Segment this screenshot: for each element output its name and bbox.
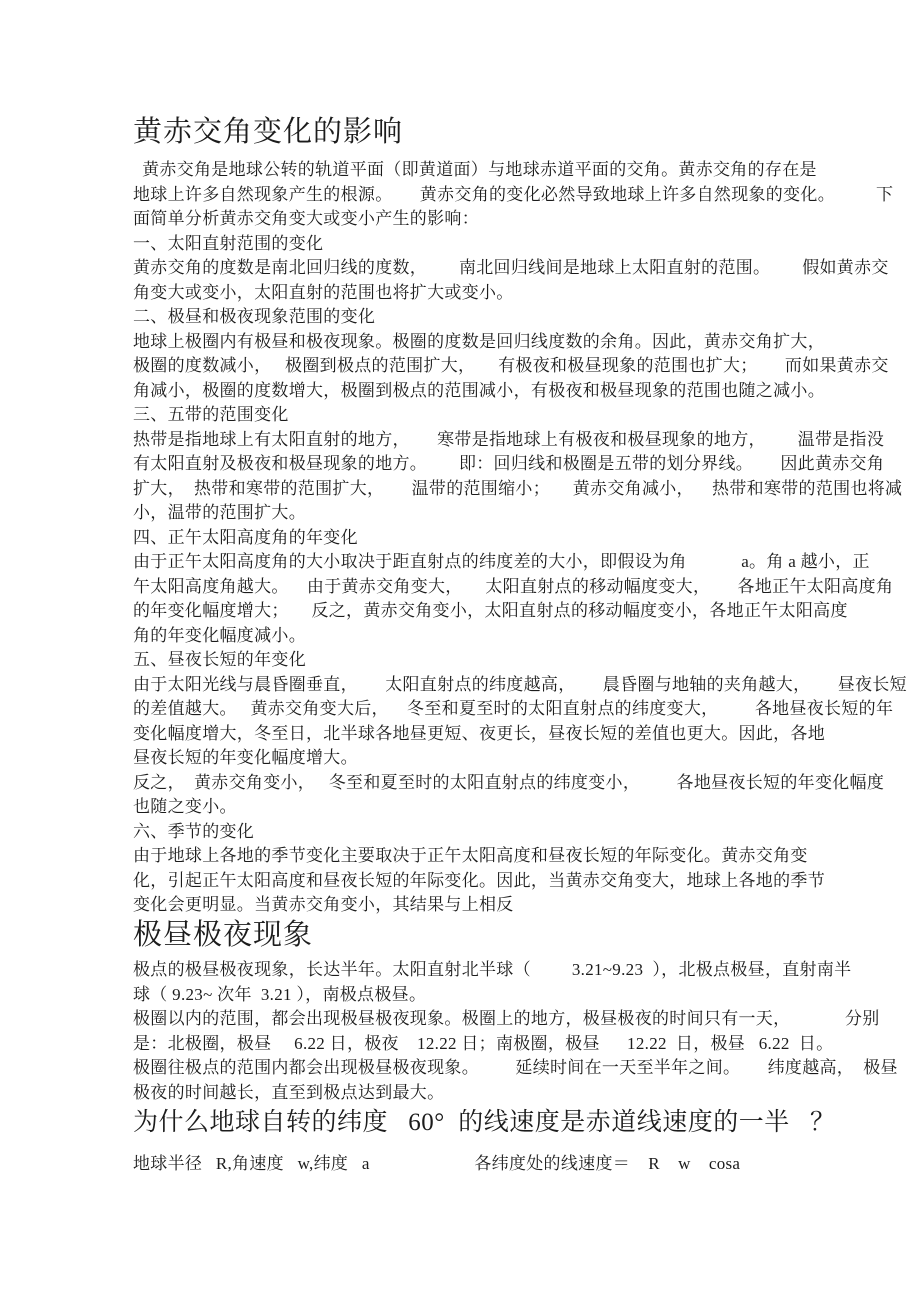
text-line: 午太阳高度角越大。 由于黄赤交角变大， 太阳直射点的移动幅度变大， 各地正午太阳高度角 — [133, 576, 894, 596]
text-line: 三、五带的范围变化 — [133, 405, 289, 424]
section2-heading: 极昼极夜现象 — [133, 919, 314, 951]
text-line: 一、太阳直射范围的变化 — [133, 233, 324, 253]
text-line: 地球上许多自然现象产生的根源。 黄赤交角的变化必然导致地球上许多自然现象的变化。 下 — [133, 184, 894, 204]
text-line: 有太阳直射及极夜和极昼现象的地方。 即：回归线和极圈是五带的划分界线。 因此黄赤交角 — [133, 454, 885, 473]
section3-heading: 为什么地球自转的纬度 60° 的线速度是赤道线速度的一半 ？ — [133, 1109, 836, 1136]
text-line: 极点的极昼极夜现象，长达半年。太阳直射北半球（ 3.21~9.23 ），北极点极昼，直射南半 — [133, 960, 852, 979]
text-line: 变化幅度增大，冬至日，北半球各地昼更短、夜更长，昼夜长短的差值也更大。因此，各地 — [133, 723, 825, 743]
text-line: 黄赤交角的度数是南北回归线的度数， 南北回归线间是地球上太阳直射的范围。 假如黄赤交 — [133, 258, 889, 277]
text-line: 变化会更明显。当黄赤交角变小，其结果与上相反 — [133, 895, 514, 914]
text-line: 地球上极圈内有极昼和极夜现象。极圈的度数是回归线度数的余角。因此，黄赤交角扩大， — [133, 331, 825, 351]
text-line: 地球半径 R,角速度 w,纬度 a 各纬度处的线速度＝ R w cosa — [133, 1154, 741, 1173]
text-line: 的年变化幅度增大； 反之，黄赤交角变小，太阳直射点的移动幅度变小，各地正午太阳高度 — [133, 601, 848, 620]
text-line: 反之， 黄赤交角变小， 冬至和夏至时的太阳直射点的纬度变小， 各地昼夜长短的年变化幅度 — [133, 772, 885, 792]
text-line: 角变大或变小，太阳直射的范围也将扩大或变小。 — [133, 282, 514, 302]
text-line: 由于正午太阳高度角的大小取决于距直射点的纬度差的大小，即假设为角 a。角 a 越小，正 — [133, 552, 870, 571]
text-line: 角减小，极圈的度数增大，极圈到极点的范围减小，有极夜和极昼现象的范围也随之减小。 — [133, 380, 825, 400]
text-line: 六、季节的变化 — [133, 821, 255, 841]
text-line: 扩大， 热带和寒带的范围扩大， 温带的范围缩小； 黄赤交角减小， 热带和寒带的范围也将减 — [133, 478, 903, 498]
text-line: 也随之变小。 — [133, 797, 237, 816]
text-line: 是：北极圈，极昼 6.22 日，极夜 12.22 日；南极圈，极昼 12.22 日，极昼 6.22 日。 — [133, 1033, 834, 1053]
text-line: 极圈的度数减小， 极圈到极点的范围扩大， 有极夜和极昼现象的范围也扩大； 而如果黄赤交 — [133, 356, 889, 375]
section1-heading: 黄赤交角变化的影响 — [133, 116, 404, 148]
section2-body — [133, 958, 898, 1105]
text-line: 的差值越大。 黄赤交角变大后， 冬至和夏至时的太阳直射点的纬度变大， 各地昼夜长短的年 — [133, 699, 894, 718]
section3-body — [133, 1152, 813, 1177]
text-line: 球（ 9.23~ 次年 3.21 ），南极点极昼。 — [133, 984, 427, 1004]
text-line: 极圈往极点的范围内都会出现极昼极夜现象。 延续时间在一天至半年之间。 纬度越高， 极昼 — [133, 1058, 898, 1077]
text-line: 极夜的时间越长，直至到极点达到最大。 — [133, 1082, 445, 1102]
text-line: 四、正午太阳高度角的年变化 — [133, 527, 358, 547]
text-line: 极圈以内的范围，都会出现极昼极夜现象。极圈上的地方，极昼极夜的时间只有一天， 分别 — [133, 1009, 880, 1028]
text-line: 五、昼夜长短的年变化 — [133, 650, 306, 669]
text-line: 由于太阳光线与晨昏圈垂直， 太阳直射点的纬度越高， 晨昏圈与地轴的夹角越大， 昼夜长短 — [133, 674, 907, 694]
text-line: 由于地球上各地的季节变化主要取决于正午太阳高度和昼夜长短的年际变化。黄赤交角变 — [133, 846, 808, 865]
text-line: 化，引起正午太阳高度和昼夜长短的年际变化。因此，当黄赤交角变大，地球上各地的季节 — [133, 870, 825, 890]
text-line: 面简单分析黄赤交角变大或变小产生的影响： — [133, 209, 479, 228]
text-line: 二、极昼和极夜现象范围的变化 — [133, 307, 376, 326]
text-line: 小，温带的范围扩大。 — [133, 503, 306, 522]
text-line: 热带是指地球上有太阳直射的地方， 寒带是指地球上有极夜和极昼现象的地方， 温带是指没 — [133, 429, 885, 449]
text-line: 昼夜长短的年变化幅度增大。 — [133, 748, 358, 767]
text-line: 黄赤交角是地球公转的轨道平面（即黄道面）与地球赤道平面的交角。黄赤交角的存在是 — [133, 160, 817, 179]
section1-body — [133, 158, 907, 918]
text-line: 角的年变化幅度减小。 — [133, 625, 306, 645]
